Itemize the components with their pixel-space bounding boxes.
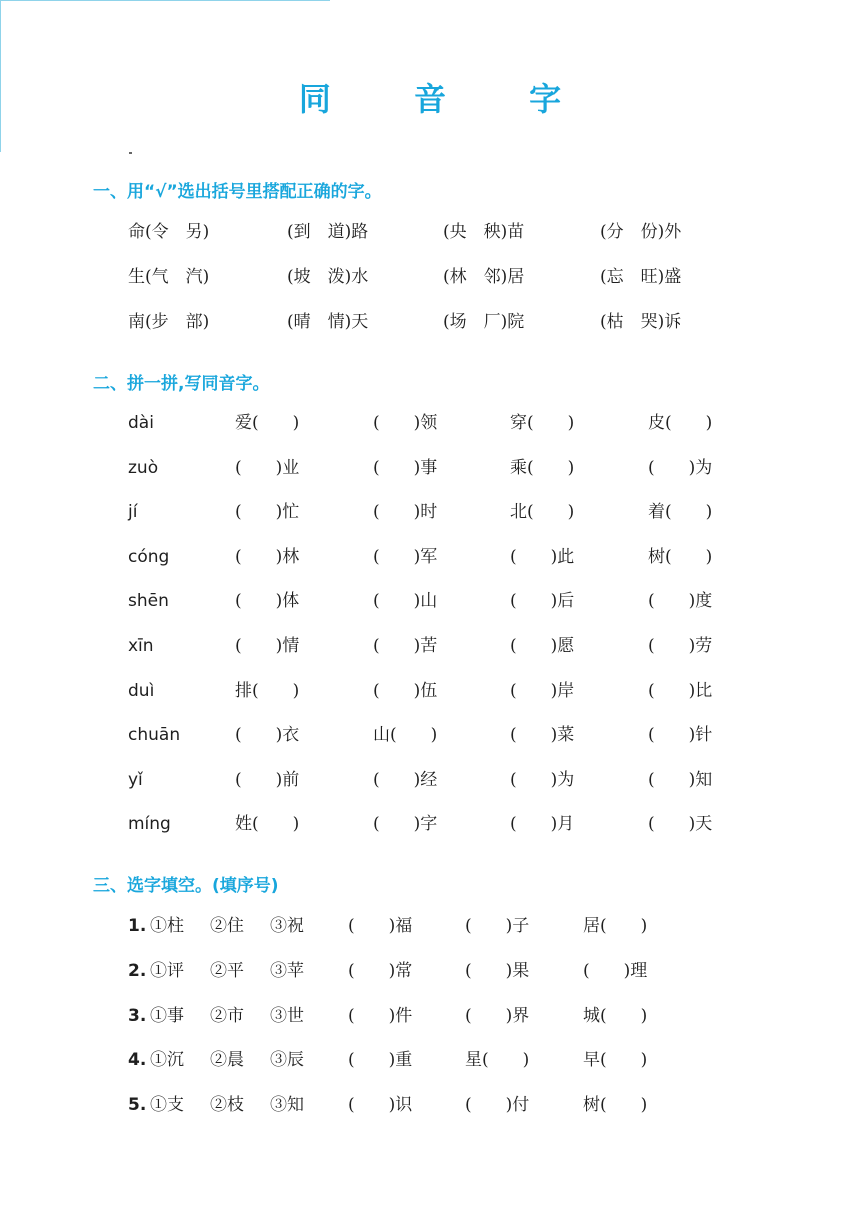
word-pair-item: (央 秧)苗 bbox=[443, 222, 525, 242]
section2-row bbox=[0, 676, 860, 706]
homophone-blank: ( )月 bbox=[510, 814, 575, 835]
section2-row bbox=[0, 453, 860, 483]
pinyin-label: yǐ bbox=[128, 769, 143, 790]
pinyin-label: xīn bbox=[128, 636, 154, 656]
fill-blank: ( )常 bbox=[348, 960, 413, 981]
choice-option: ③苹 bbox=[270, 960, 304, 981]
section2-row bbox=[0, 809, 860, 839]
word-pair-item: 命(令 另) bbox=[128, 222, 210, 242]
section3-row bbox=[0, 1090, 860, 1120]
homophone-blank: ( )岸 bbox=[510, 680, 575, 701]
choice-option: ②平 bbox=[210, 960, 244, 981]
fill-blank: 居( ) bbox=[583, 916, 648, 936]
word-pair-item: (到 道)路 bbox=[287, 222, 369, 242]
homophone-blank: ( )劳 bbox=[648, 636, 713, 656]
pinyin-label: duì bbox=[128, 680, 155, 701]
word-pair-item: (坡 泼)水 bbox=[287, 267, 369, 287]
section3-row bbox=[0, 911, 860, 941]
homophone-blank: ( )忙 bbox=[235, 502, 300, 523]
word-pair-item: (忘 旺)盛 bbox=[600, 267, 682, 287]
choice-option: ①沉 bbox=[150, 1050, 184, 1071]
section1-heading: 一、用“√”选出括号里搭配正确的字。 bbox=[93, 182, 382, 202]
homophone-blank: ( )林 bbox=[235, 546, 300, 567]
homophone-blank: ( )伍 bbox=[373, 680, 438, 701]
homophone-blank: ( )知 bbox=[648, 769, 713, 790]
word-pair-item: 生(气 汽) bbox=[128, 267, 210, 287]
fill-blank: ( )理 bbox=[583, 960, 648, 981]
homophone-blank: ( )比 bbox=[648, 680, 713, 701]
homophone-blank: ( )衣 bbox=[235, 725, 300, 746]
choice-option: ③祝 bbox=[270, 916, 304, 936]
homophone-blank: ( )前 bbox=[235, 769, 300, 790]
homophone-blank: 着( ) bbox=[648, 502, 713, 523]
choice-option: ②住 bbox=[210, 916, 244, 936]
section3-row bbox=[0, 1001, 860, 1031]
page-title: 同 音 字 bbox=[298, 80, 598, 118]
section2-row bbox=[0, 720, 860, 750]
choice-option: ③知 bbox=[270, 1095, 304, 1116]
section2-row bbox=[0, 497, 860, 527]
homophone-blank: 山( ) bbox=[373, 725, 438, 746]
section1-row bbox=[0, 307, 860, 337]
homophone-blank: ( )情 bbox=[235, 636, 300, 656]
homophone-blank: 树( ) bbox=[648, 546, 713, 567]
choice-option: ①支 bbox=[150, 1095, 184, 1116]
homophone-blank: 穿( ) bbox=[510, 413, 575, 433]
choice-option: ③世 bbox=[270, 1005, 304, 1026]
section3-row bbox=[0, 956, 860, 986]
choice-option: ①事 bbox=[150, 1005, 184, 1026]
fill-blank: 星( ) bbox=[465, 1050, 530, 1071]
homophone-blank: ( )天 bbox=[648, 814, 713, 835]
choice-option: ②晨 bbox=[210, 1050, 244, 1071]
fill-blank: ( )付 bbox=[465, 1095, 530, 1116]
fill-blank: ( )件 bbox=[348, 1005, 413, 1026]
question-number: 3. bbox=[128, 1005, 147, 1026]
choice-option: ③辰 bbox=[270, 1050, 304, 1071]
section3-heading: 三、选字填空。(填序号) bbox=[93, 876, 279, 896]
homophone-blank: ( )经 bbox=[373, 769, 438, 790]
fill-blank: ( )识 bbox=[348, 1095, 413, 1116]
fill-blank: ( )果 bbox=[465, 960, 530, 981]
homophone-blank: ( )山 bbox=[373, 591, 438, 612]
choice-option: ①柱 bbox=[150, 916, 184, 936]
homophone-blank: ( )字 bbox=[373, 814, 438, 835]
word-pair-item: (晴 情)天 bbox=[287, 312, 369, 332]
fill-blank: ( )界 bbox=[465, 1005, 530, 1026]
pinyin-label: míng bbox=[128, 814, 171, 835]
section2-heading: 二、拼一拼,写同音字。 bbox=[93, 374, 270, 394]
word-pair-item: (场 厂)院 bbox=[443, 312, 525, 332]
word-pair-item: (枯 哭)诉 bbox=[600, 312, 682, 332]
word-pair-item: (分 份)外 bbox=[600, 222, 682, 242]
homophone-blank: ( )为 bbox=[648, 457, 713, 478]
homophone-blank: ( )体 bbox=[235, 591, 300, 612]
section2-row bbox=[0, 765, 860, 795]
homophone-blank: ( )后 bbox=[510, 591, 575, 612]
choice-option: ②枝 bbox=[210, 1095, 244, 1116]
question-number: 4. bbox=[128, 1050, 147, 1071]
question-number: 2. bbox=[128, 960, 147, 981]
homophone-blank: ( )业 bbox=[235, 457, 300, 478]
pinyin-label: shēn bbox=[128, 591, 169, 612]
fill-blank: 城( ) bbox=[583, 1005, 648, 1026]
homophone-blank: 姓( ) bbox=[235, 814, 300, 835]
homophone-blank: 乘( ) bbox=[510, 457, 575, 478]
choice-option: ②市 bbox=[210, 1005, 244, 1026]
section2-row bbox=[0, 542, 860, 572]
homophone-blank: ( )时 bbox=[373, 502, 438, 523]
section2-row bbox=[0, 586, 860, 616]
fill-blank: 早( ) bbox=[583, 1050, 648, 1071]
homophone-blank: ( )愿 bbox=[510, 636, 575, 656]
fill-blank: ( )福 bbox=[348, 916, 413, 936]
question-number: 1. bbox=[128, 916, 147, 936]
homophone-blank: ( )苦 bbox=[373, 636, 438, 656]
homophone-blank: 北( ) bbox=[510, 502, 575, 523]
pinyin-label: chuān bbox=[128, 725, 181, 746]
pinyin-label: zuò bbox=[128, 457, 159, 478]
pinyin-label: cóng bbox=[128, 546, 170, 567]
corner-guide-horizontal bbox=[0, 0, 330, 1]
homophone-blank: ( )军 bbox=[373, 546, 438, 567]
homophone-blank: 皮( ) bbox=[648, 413, 713, 433]
question-number: 5. bbox=[128, 1095, 147, 1116]
homophone-blank: ( )领 bbox=[373, 413, 438, 433]
word-pair-item: (林 邻)居 bbox=[443, 267, 525, 287]
section1-row bbox=[0, 262, 860, 292]
choice-option: ①评 bbox=[150, 960, 184, 981]
homophone-blank: ( )事 bbox=[373, 457, 438, 478]
fill-blank: ( )子 bbox=[465, 916, 530, 936]
stray-mark bbox=[129, 152, 132, 154]
homophone-blank: ( )针 bbox=[648, 725, 713, 746]
homophone-blank: ( )为 bbox=[510, 769, 575, 790]
section2-row bbox=[0, 631, 860, 661]
homophone-blank: 排( ) bbox=[235, 680, 300, 701]
homophone-blank: ( )此 bbox=[510, 546, 575, 567]
homophone-blank: ( )菜 bbox=[510, 725, 575, 746]
homophone-blank: ( )度 bbox=[648, 591, 713, 612]
homophone-blank: 爱( ) bbox=[235, 413, 300, 433]
word-pair-item: 南(步 部) bbox=[128, 312, 210, 332]
fill-blank: ( )重 bbox=[348, 1050, 413, 1071]
section1-row bbox=[0, 217, 860, 247]
section3-row bbox=[0, 1045, 860, 1075]
pinyin-label: jí bbox=[128, 502, 138, 523]
pinyin-label: dài bbox=[128, 413, 154, 433]
section2-row bbox=[0, 408, 860, 438]
fill-blank: 树( ) bbox=[583, 1095, 648, 1116]
